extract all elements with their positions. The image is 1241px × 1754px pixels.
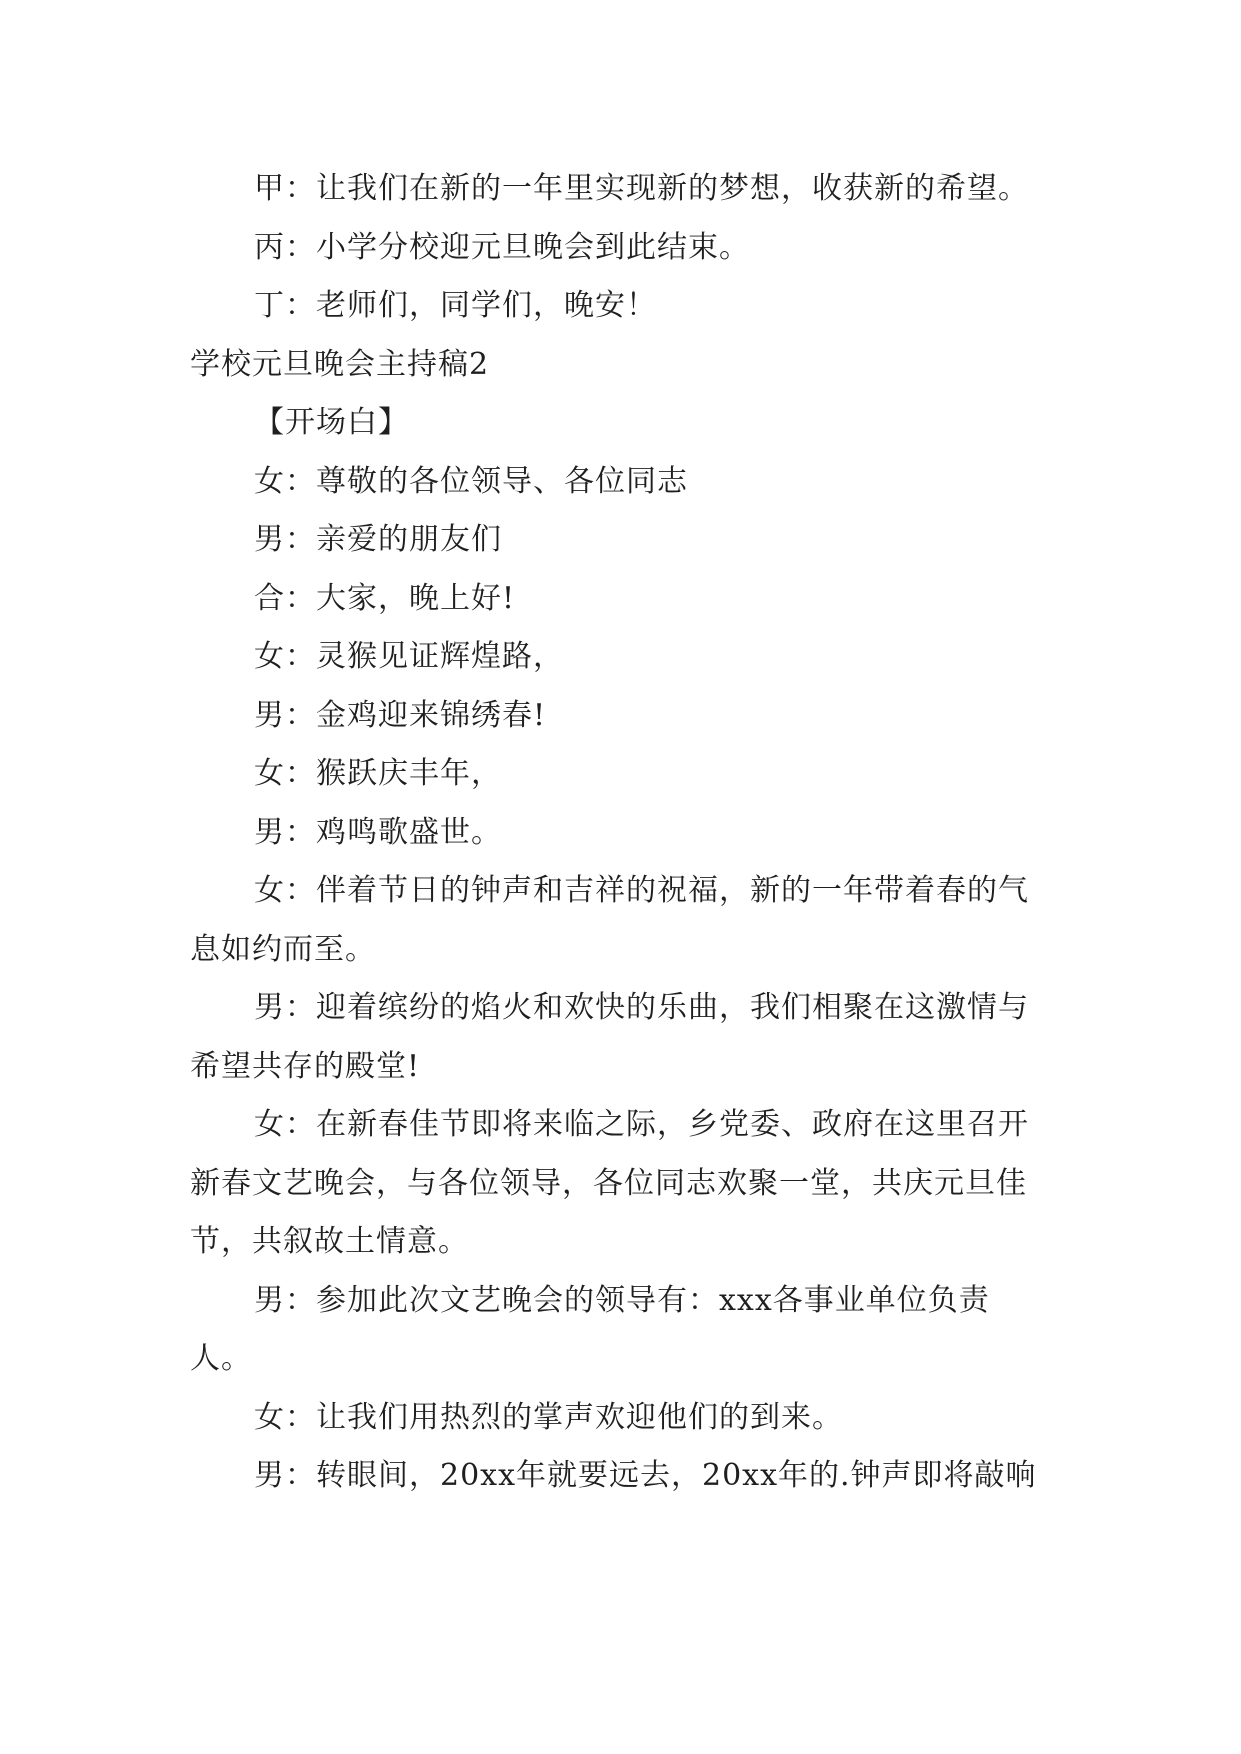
paragraph: 男：转眼间，20xx年就要远去，20xx年的.钟声即将敲响	[254, 1458, 1037, 1493]
paragraph: 男：亲爱的朋友们	[254, 522, 502, 557]
paragraph: 女：让我们用热烈的掌声欢迎他们的到来。	[254, 1399, 843, 1435]
paragraph: 丙：小学分校迎元旦晚会到此结束。	[254, 229, 750, 265]
section-title: 学校元旦晚会主持稿2	[190, 346, 490, 382]
paragraph: 甲：让我们在新的一年里实现新的梦想，收获新的希望。	[254, 171, 1029, 206]
paragraph: 女：猴跃庆丰年，	[254, 756, 502, 791]
paragraph: 女：灵猴见证辉煌路，	[254, 639, 564, 674]
paragraph: 合：大家，晚上好!	[254, 580, 516, 616]
document-body	[190, 160, 1050, 1506]
paragraph: 【开场白】	[254, 405, 409, 440]
paragraph: 男：参加此次文艺晚会的领导有：xxx各事业单位负责人。	[190, 1282, 990, 1376]
paragraph: 女：伴着节日的钟声和吉祥的祝福，新的一年带着春的气息如约而至。	[190, 873, 1029, 967]
paragraph: 男：迎着缤纷的焰火和欢快的乐曲，我们相聚在这激情与希望共存的殿堂!	[190, 990, 1029, 1084]
paragraph: 男：鸡鸣歌盛世。	[254, 814, 502, 850]
paragraph: 女：尊敬的各位领导、各位同志	[254, 463, 688, 499]
paragraph: 丁：老师们，同学们，晚安！	[254, 288, 657, 323]
paragraph: 女：在新春佳节即将来临之际，乡党委、政府在这里召开新春文艺晚会，与各位领导，各位同志欢聚一堂，共庆元旦佳节，共叙故土情意。	[190, 1107, 1029, 1259]
paragraph: 男：金鸡迎来锦绣春!	[254, 697, 547, 733]
